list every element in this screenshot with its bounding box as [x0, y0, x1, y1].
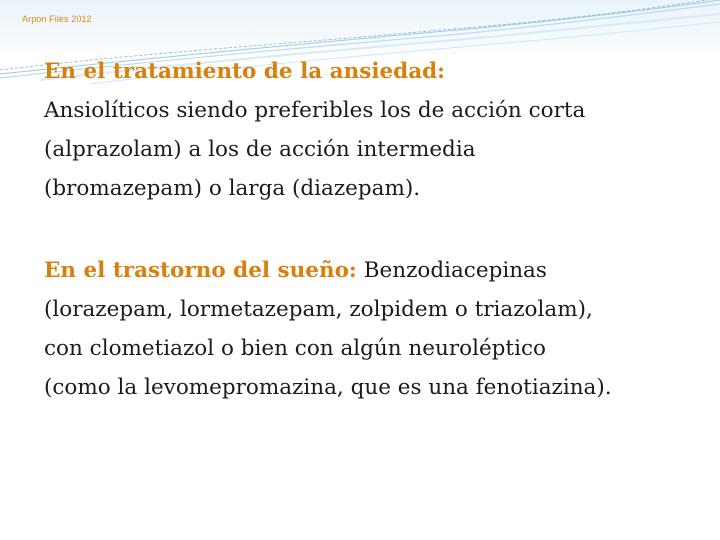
body-line: Ansiolíticos siendo preferibles los de acción corta [44, 98, 586, 123]
section-sleep [44, 251, 704, 407]
section-lead-text: Benzodiacepinas [356, 258, 547, 283]
section-first-line [44, 251, 704, 290]
body-line: (como la levomepromazina, que es una fenotiazina). [44, 375, 612, 400]
section-anxiety [44, 52, 704, 208]
slide-content [44, 52, 704, 407]
body-line: (alprazolam) a los de acción intermedia [44, 137, 476, 162]
body-line: con clometiazol o bien con algún neuroléptico [44, 336, 546, 361]
section-heading-anxiety: En el tratamiento de la ansiedad: [44, 59, 446, 84]
watermark-text: Arpon Files 2012 [22, 14, 92, 24]
body-line: (bromazepam) o larga (diazepam). [44, 176, 421, 201]
body-line: (lorazepam, lormetazepam, zolpidem o triazolam), [44, 297, 593, 322]
section-heading-sleep: En el trastorno del sueño: [44, 258, 357, 283]
